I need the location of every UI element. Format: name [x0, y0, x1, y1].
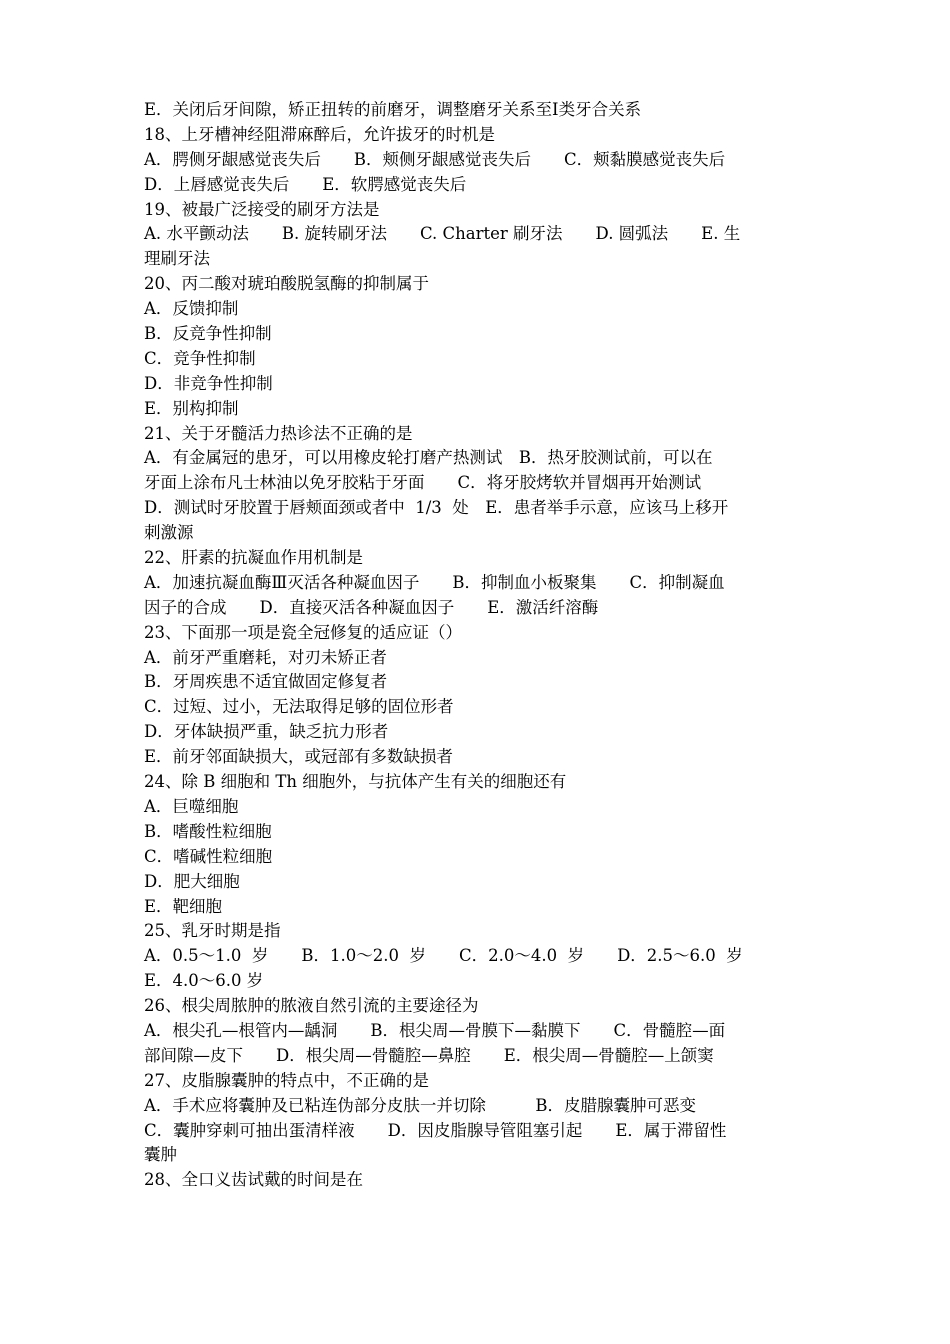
text-line: C．过短、过小，无法取得足够的固位形者 — [144, 697, 454, 717]
text-line: E．关闭后牙间隙，矫正扭转的前磨牙，调整磨牙关系至Ⅰ类牙合关系 — [144, 100, 642, 119]
text-line: E．别构抑制 — [144, 398, 239, 418]
question-stem: 20、丙二酸对琥珀酸脱氢酶的抑制属于 — [144, 274, 429, 294]
document-page — [144, 98, 808, 1193]
question-stem: 22、肝素的抗凝血作用机制是 — [144, 548, 363, 568]
question-stem: 19、被最广泛接受的刷牙方法是 — [144, 199, 380, 219]
question-stem: 25、乳牙时期是指 — [144, 921, 281, 941]
question-stem: 23、下面那一项是瓷全冠修复的适应证（） — [144, 622, 462, 642]
question-stem: 24、除 B 细胞和 Th 细胞外，与抗体产生有关的细胞还有 — [144, 772, 567, 792]
text-line: A．巨噬细胞 — [144, 796, 239, 816]
text-line: D．测试时牙胶置于唇颊面颈或者中 1/3 处 E．患者举手示意，应该马上移开 — [144, 498, 729, 518]
text-line: A．有金属冠的患牙，可以用橡皮轮打磨产热测试 B．热牙胶测试前，可以在 — [144, 448, 713, 468]
text-line: 牙面上涂布凡士林油以免牙胶粘于牙面 C．将牙胶烤软并冒烟再开始测试 — [144, 473, 702, 493]
text-line: 因子的合成 D．直接灭活各种凝血因子 E．激活纤溶酶 — [144, 597, 599, 617]
text-line: 囊肿 — [144, 1145, 177, 1165]
text-line: A．0.5～1.0 岁 B．1.0～2.0 岁 C．2.0～4.0 岁 D．2.5～6.0 岁 — [144, 946, 743, 966]
text-line: A．反馈抑制 — [144, 299, 239, 319]
text-line: C．囊肿穿刺可抽出蛋清样液 D．因皮脂腺导管阻塞引起 E．属于滞留性 — [144, 1120, 727, 1140]
text-line: E．靶细胞 — [144, 896, 223, 916]
question-stem: 28、全口义齿试戴的时间是在 — [144, 1170, 363, 1190]
text-line: D．肥大细胞 — [144, 871, 240, 891]
text-line: B．嗜酸性粒细胞 — [144, 821, 272, 841]
question-stem: 21、关于牙髓活力热诊法不正确的是 — [144, 423, 413, 443]
text-line: D．非竞争性抑制 — [144, 373, 273, 393]
text-line: E．前牙邻面缺损大，或冠部有多数缺损者 — [144, 747, 454, 767]
text-line: B．牙周疾患不适宜做固定修复者 — [144, 672, 388, 692]
text-line: 理刷牙法 — [144, 249, 210, 269]
text-line: D．上唇感觉丧失后 E．软腭感觉丧失后 — [144, 174, 467, 194]
text-line: A．根尖孔—根管内—龋洞 B．根尖周—骨膜下—黏膜下 C．骨髓腔—面 — [144, 1020, 726, 1040]
text-line: C．嗜碱性粒细胞 — [144, 846, 273, 866]
text-line: 刺激源 — [144, 523, 194, 543]
text-line: D．牙体缺损严重，缺乏抗力形者 — [144, 722, 389, 742]
text-line: A．手术应将囊肿及已粘连伪部分皮肤一并切除 B．皮腊腺囊肿可恶变 — [144, 1095, 697, 1115]
text-line: E．4.0～6.0 岁 — [144, 971, 264, 991]
text-line: A．加速抗凝血酶Ⅲ灭活各种凝血因子 B．抑制血小板聚集 C．抑制凝血 — [144, 572, 725, 592]
question-stem: 27、皮脂腺囊肿的特点中，不正确的是 — [144, 1070, 429, 1090]
text-line: 部间隙—皮下 D．根尖周—骨髓腔—鼻腔 E．根尖周—骨髓腔—上颌窦 — [144, 1045, 714, 1065]
text-line: B．反竞争性抑制 — [144, 324, 272, 344]
text-line: A．腭侧牙龈感觉丧失后 B．颊侧牙龈感觉丧失后 C．颊黏膜感觉丧失后 — [144, 149, 726, 169]
text-line: C．竞争性抑制 — [144, 348, 256, 368]
text-line: A．前牙严重磨耗，对刃未矫正者 — [144, 647, 387, 667]
question-stem: 26、根尖周脓肿的脓液自然引流的主要途径为 — [144, 996, 479, 1016]
text-line: A. 水平颤动法 B. 旋转刷牙法 C. Charter 刷牙法 D. 圆弧法 E. 生 — [144, 224, 741, 244]
question-stem: 18、上牙槽神经阻滞麻醉后，允许拔牙的时机是 — [144, 124, 495, 144]
